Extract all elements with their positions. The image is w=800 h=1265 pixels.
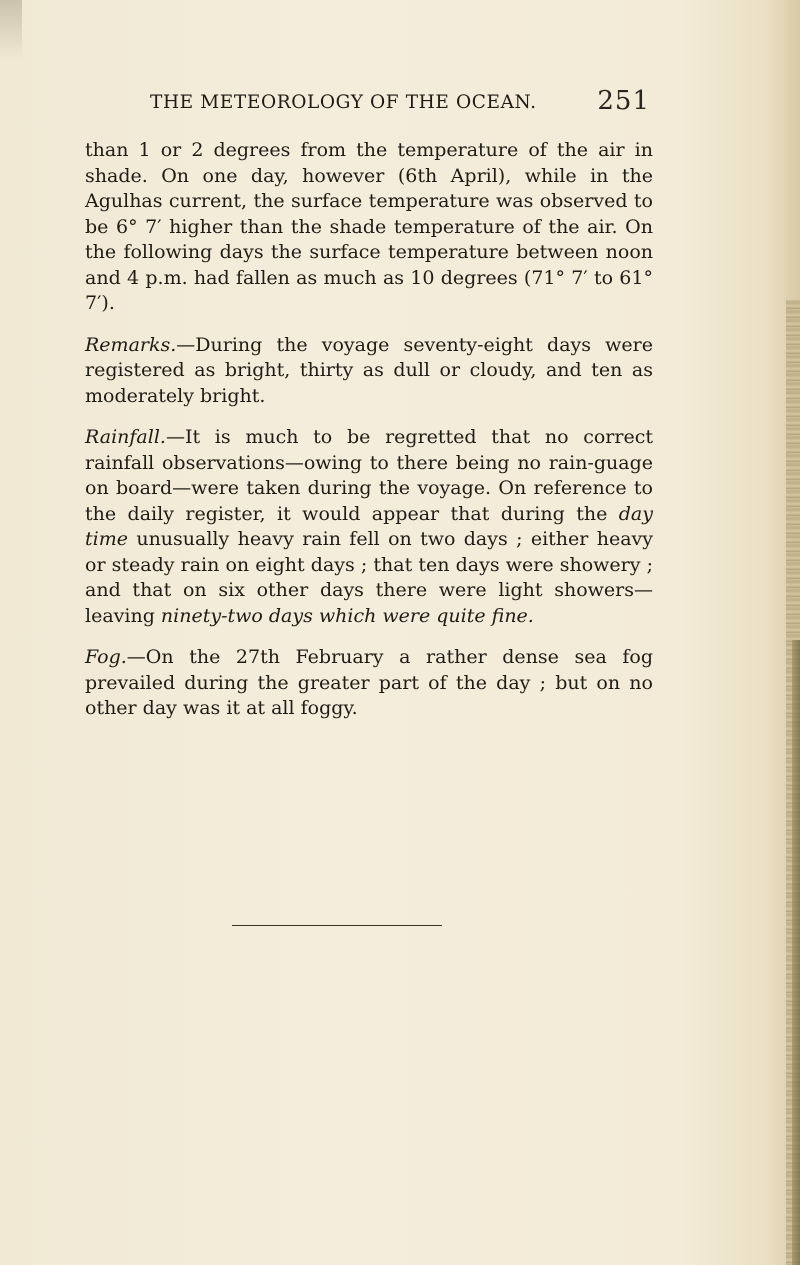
paragraph-remarks (85, 333, 653, 410)
remarks-text: —During the voyage seventy-eight days were registered as bright, thirty as dull or cloudy, and ten as moderately bright. (85, 333, 653, 407)
remarks-heading: Remarks. (85, 333, 177, 356)
rainfall-emphasis-day-time: day time (85, 502, 653, 550)
page-fold-shadow (0, 0, 22, 60)
rainfall-emphasis-fine-days: ninety-two days which were quite fine. (160, 604, 534, 627)
rainfall-heading: Rainfall. (85, 426, 166, 448)
paragraph-temperature-text: than 1 or 2 degrees from the temperature of the air in shade. On one day, however (6th April), while in the Agulhas current, the surface temperature was observed to be 6° 7′ higher than the shade temperature of the air. On the following days the surface temperature between noon and 4 p.m. had fallen as much as 10 degrees (71° 7′ to 61° 7′). (85, 139, 653, 314)
page-edge-shadow (792, 640, 800, 1265)
paragraph-rainfall (85, 425, 653, 629)
paragraph-temperature (85, 138, 653, 317)
page-header (150, 86, 650, 120)
fog-text: —On the 27th February a rather dense sea fog prevailed during the greater part of the day ; but on no other day was it at all foggy. (85, 646, 653, 719)
body-text (85, 138, 653, 738)
page-number: 251 (597, 86, 650, 116)
paragraph-fog (85, 645, 653, 722)
running-head: THE METEOROLOGY OF THE OCEAN. (150, 92, 537, 113)
rainfall-text-part-1: —It is much to be regretted that no correct rainfall observations—owing to there being no rain-guage on board—were taken during the voyage. On reference to the daily register, it would appear that during the (85, 426, 653, 525)
rainfall-text-part-2: unusually heavy rain fell on two days ; either heavy or steady rain on eight days ; that ten days were showery ; and that on six other days there were light showers—leaving (85, 528, 653, 627)
fog-heading: Fog. (85, 646, 127, 668)
section-divider-rule (232, 925, 442, 926)
